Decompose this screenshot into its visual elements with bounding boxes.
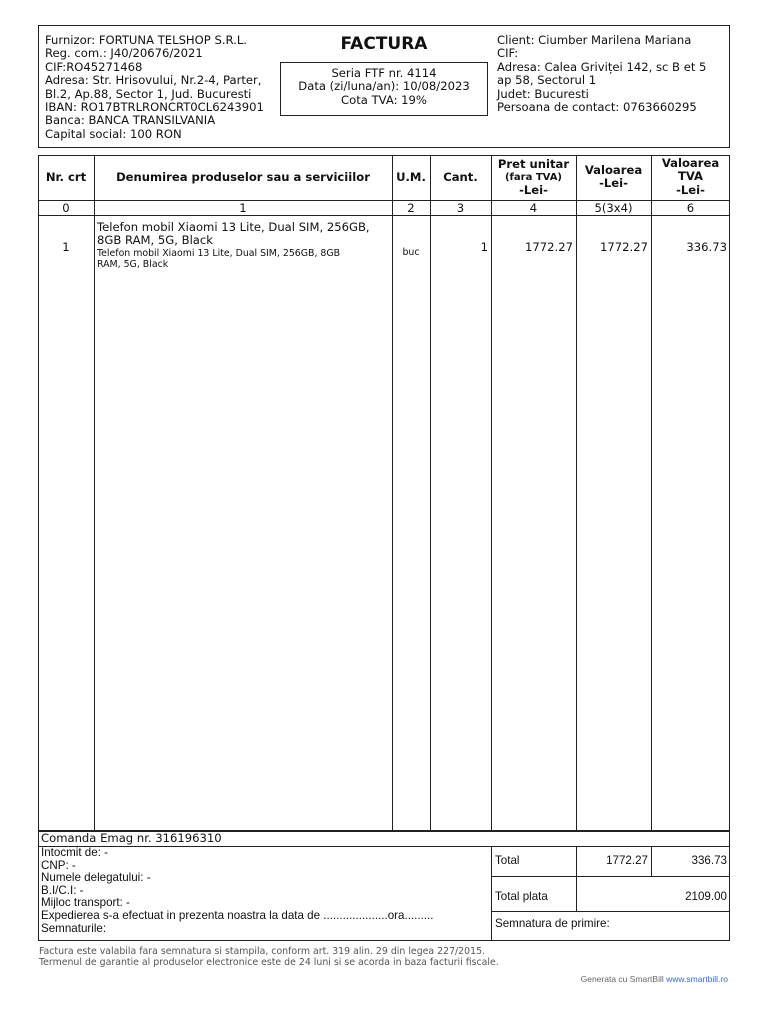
generator-credit [581, 974, 728, 984]
order-line: Comanda Emag nr. 316196310 [41, 831, 222, 845]
row-price: 1772.27 [525, 240, 573, 254]
invoice-date: Data (zi/luna/an): 10/08/2023 [298, 79, 470, 94]
header-vat [651, 157, 730, 197]
smartbill-link[interactable]: www.smartbill.ro [666, 974, 728, 984]
header-qty: Cant. [443, 170, 478, 184]
note-validity: Factura este valabila fara semnatura si stampila, conform art. 319 alin. 29 din legea 227/2015. [39, 946, 486, 957]
index-cell: 3 [456, 201, 465, 215]
supplier-block [45, 34, 264, 141]
total-label: Total [495, 854, 520, 867]
shipping-statement: Expedierea s-a efectuat in prezenta noastra la data de ....................ora......... [41, 908, 434, 922]
client-block [497, 34, 706, 114]
footer-col-sep [491, 846, 492, 941]
row-nr: 1 [62, 240, 70, 254]
col-sep [651, 155, 652, 831]
header-value-title: Valoarea [584, 163, 643, 177]
client-county: Judet: Bucuresti [497, 86, 589, 101]
invoice-series-text [280, 67, 488, 107]
footer-row-sep [491, 876, 730, 877]
invoice-series: Seria FTF nr. 4114 [331, 66, 437, 80]
header-value [576, 164, 651, 191]
header-price-title: Pret unitar [497, 157, 570, 171]
col-sep [576, 155, 577, 831]
product-desc-2: RAM, 5G, Black [97, 259, 169, 271]
index-cell: 2 [407, 201, 415, 215]
id-card: B.I/C.I: - [41, 883, 84, 897]
footer-row-sep [491, 911, 730, 912]
total-vat: 336.73 [691, 854, 727, 867]
index-cell: 4 [529, 201, 538, 215]
index-cell: 5(3x4) [594, 201, 633, 215]
client-name: Client: Ciumber Marilena Mariana [497, 33, 692, 47]
row-value: 1772.27 [600, 240, 648, 254]
invoice-title: FACTURA [340, 34, 428, 54]
cnp: CNP: - [41, 858, 76, 872]
receipt-signature-label: Semnatura de primire: [495, 917, 610, 930]
supplier-address-1: Adresa: Str. Hrisovului, Nr.2-4, Parter, [45, 73, 262, 88]
row-um: buc [402, 247, 420, 258]
note-warranty: Termenul de garantie al produselor electronice este de 24 luni si se acorda in baza facturii fiscale. [39, 957, 499, 968]
index-cell: 0 [62, 201, 70, 215]
legal-notes [39, 946, 499, 968]
generator-prefix: Generata cu SmartBill [580, 974, 667, 984]
col-sep [491, 155, 492, 831]
supplier-name: Furnizor: FORTUNA TELSHOP S.R.L. [45, 33, 247, 47]
client-contact: Persoana de contact: 0763660295 [497, 100, 697, 115]
total-value: 1772.27 [606, 854, 648, 867]
product-name-2: 8GB RAM, 5G, Black [97, 233, 213, 248]
index-cell: 1 [239, 201, 247, 215]
client-cif: CIF: [497, 46, 519, 61]
client-address-1: Adresa: Calea Griviței 142, sc B et 5 [497, 59, 707, 74]
supplier-capital: Capital social: 100 RON [45, 126, 182, 141]
header-name: Denumirea produselor sau a serviciilor [116, 170, 370, 184]
supplier-address-2: Bl.2, Ap.88, Sector 1, Jud. Bucuresti [45, 86, 252, 101]
delegate-name: Numele delegatului: - [41, 871, 151, 885]
header-nr: Nr. crt [45, 170, 87, 184]
client-address-2: ap 58, Sectorul 1 [497, 73, 597, 88]
product-name-1: Telefon mobil Xiaomi 13 Lite, Dual SIM, 256GB, [97, 220, 370, 234]
invoice-vat-rate: Cota TVA: 19% [341, 92, 427, 107]
prepared-by: Intocmit de: - [41, 846, 109, 859]
supplier-cif: CIF:RO45271468 [45, 59, 143, 74]
row-qty: 1 [480, 240, 488, 254]
header-vat-unit: -Lei- [676, 182, 705, 197]
pay-label: Total plata [495, 890, 548, 903]
header-vat-title-2: TVA [677, 169, 704, 184]
delegate-block [41, 847, 433, 935]
supplier-iban: IBAN: RO17BTRLRONCRT0CL6243901 [45, 100, 264, 115]
pay-value: 2109.00 [685, 890, 727, 903]
header-value-unit: -Lei- [599, 176, 628, 191]
header-price-unit: -Lei- [519, 183, 548, 198]
header-um: U.M. [396, 170, 426, 184]
transport: Mijloc transport: - [41, 896, 130, 910]
signatures: Semnaturile: [41, 921, 107, 935]
row-vat: 336.73 [686, 240, 727, 254]
col-sep [94, 155, 95, 831]
header-vat-title: Valoarea [661, 156, 720, 170]
col-sep [430, 155, 431, 831]
product-desc-1: Telefon mobil Xiaomi 13 Lite, Dual SIM, 256GB, 8GB [97, 247, 341, 259]
supplier-bank: Banca: BANCA TRANSILVANIA [45, 113, 216, 128]
header-price [491, 158, 576, 198]
row-product [97, 221, 370, 271]
supplier-reg: Reg. com.: J40/20676/2021 [45, 46, 203, 61]
header-price-note: (fara TVA) [504, 172, 563, 184]
index-cell: 6 [686, 201, 695, 215]
